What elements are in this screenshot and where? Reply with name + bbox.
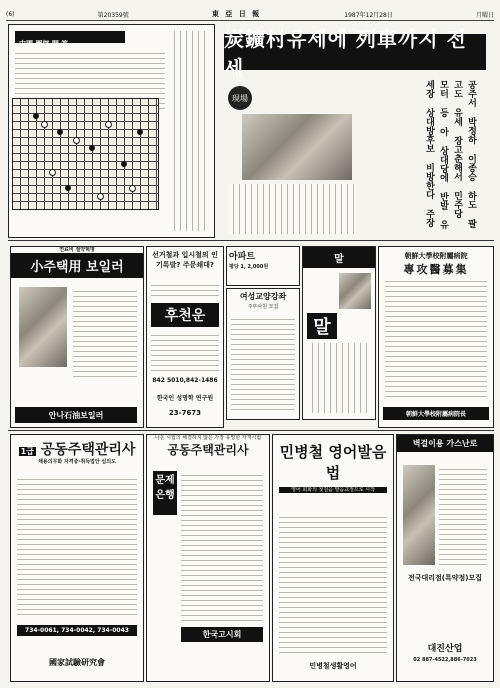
exam-footer-phone: 23-7673 bbox=[168, 409, 202, 417]
women-title: 여성교양강좌 bbox=[239, 292, 287, 301]
apt-title: 아파트 bbox=[229, 252, 256, 262]
mal-title: 말 bbox=[307, 313, 337, 339]
report-badge: 現場 bbox=[228, 86, 252, 110]
exam-ad bbox=[146, 246, 224, 428]
gongdong-ad bbox=[10, 434, 144, 682]
article-body bbox=[228, 184, 356, 234]
exam-footer: 한국인 성명학 연구원 bbox=[156, 395, 214, 402]
gongdong-title: 1급 공동주택관리사 bbox=[20, 442, 136, 458]
gas-recruit: 전국대리점(특약점)모집 bbox=[407, 574, 483, 582]
women-course-ad bbox=[226, 288, 300, 420]
women-sub: 주부사원 모집 bbox=[247, 304, 279, 310]
medical-footer: 朝鮮大學校附屬病院長 bbox=[383, 407, 489, 420]
apt-price: 평당 1, 2,000원 bbox=[229, 264, 269, 270]
eng-title: 민병철 영어발음법 bbox=[279, 443, 387, 482]
exam-title: 선거철과 입시철의 인기특발? 주문쇄대? bbox=[152, 251, 218, 269]
gas-title: 벽걸이용 가스난로 bbox=[397, 435, 493, 452]
boiler-photo bbox=[19, 287, 67, 367]
mal-header: 말 bbox=[303, 247, 375, 268]
article-subheads: 공주서 박정하 이종승 하도 팔고도 유세 장고춘해서 민주당 모터 등 아 상대당에 반발 유세장 상대방후보 비방한다 주장 bbox=[424, 80, 476, 229]
medical-title: 朝鮮大學校附屬病院 bbox=[404, 252, 468, 260]
boiler-company: 안나石油보일러 bbox=[15, 407, 137, 423]
medical-sub: 專攻醫募集 bbox=[403, 263, 469, 276]
exam-name: 후천운 bbox=[151, 303, 219, 327]
medical-ad bbox=[378, 246, 494, 428]
go-board-diagram bbox=[12, 98, 159, 210]
weekday: 月曜日 bbox=[475, 11, 494, 19]
english-ad bbox=[272, 434, 394, 682]
boiler-tagline: 연료비 절약혁명 bbox=[59, 247, 95, 253]
gongdong-school: 國家試驗研究會 bbox=[49, 657, 105, 667]
go-column-title: 中國 圍棋 問 答 bbox=[15, 31, 125, 43]
main-headline: 炭鑛村유세에 列車까지 전세 bbox=[224, 34, 486, 70]
boiler-title: 小주택用 보일러 bbox=[11, 253, 143, 278]
section-divider bbox=[8, 240, 494, 241]
eng-sub: 영어 회화의 첫걸음 발음교정으로 시작 bbox=[279, 487, 387, 493]
article-photo bbox=[242, 114, 352, 180]
gongdong-sub: 채용의무화 자격증·취득법안 심의도 bbox=[38, 459, 116, 465]
gas-photo bbox=[403, 465, 435, 565]
go-column-vertical-text bbox=[169, 31, 209, 231]
boiler-text bbox=[73, 287, 137, 377]
gongju-sub: 나온 시험의 해결하지 않은 가장 유망한 자격시험 bbox=[154, 435, 262, 441]
gas-heater-ad bbox=[396, 434, 494, 682]
boiler-ad bbox=[10, 246, 144, 428]
edition-number: 第20359號 bbox=[97, 11, 129, 19]
page-number: (6) bbox=[6, 10, 15, 18]
gongju-box: 문제은행 bbox=[153, 471, 177, 515]
apartment-ad bbox=[226, 246, 300, 286]
gongdong-phone: 734-0061, 734-0042, 734-0043 bbox=[17, 625, 137, 636]
main-article bbox=[224, 74, 486, 236]
mal-ad bbox=[302, 246, 376, 420]
newspaper-title: 東 亞 日 報 bbox=[211, 9, 262, 18]
masthead bbox=[6, 8, 494, 21]
gas-company: 대진산업 bbox=[427, 644, 463, 654]
exam-phone: 842 5010,842-1486 bbox=[152, 377, 218, 384]
publish-date: 1987年12月28日 bbox=[344, 11, 393, 19]
gongju-brand: 한국고시회 bbox=[181, 627, 263, 642]
gongju-ad bbox=[146, 434, 270, 682]
gas-phone: 02 887-4522,886-7023 bbox=[413, 657, 477, 663]
eng-footer: 민병철생활영어 bbox=[309, 662, 357, 670]
gongju-title: 공동주택관리사 bbox=[167, 443, 249, 457]
section-divider-2 bbox=[8, 430, 494, 431]
mal-photo bbox=[339, 273, 371, 309]
